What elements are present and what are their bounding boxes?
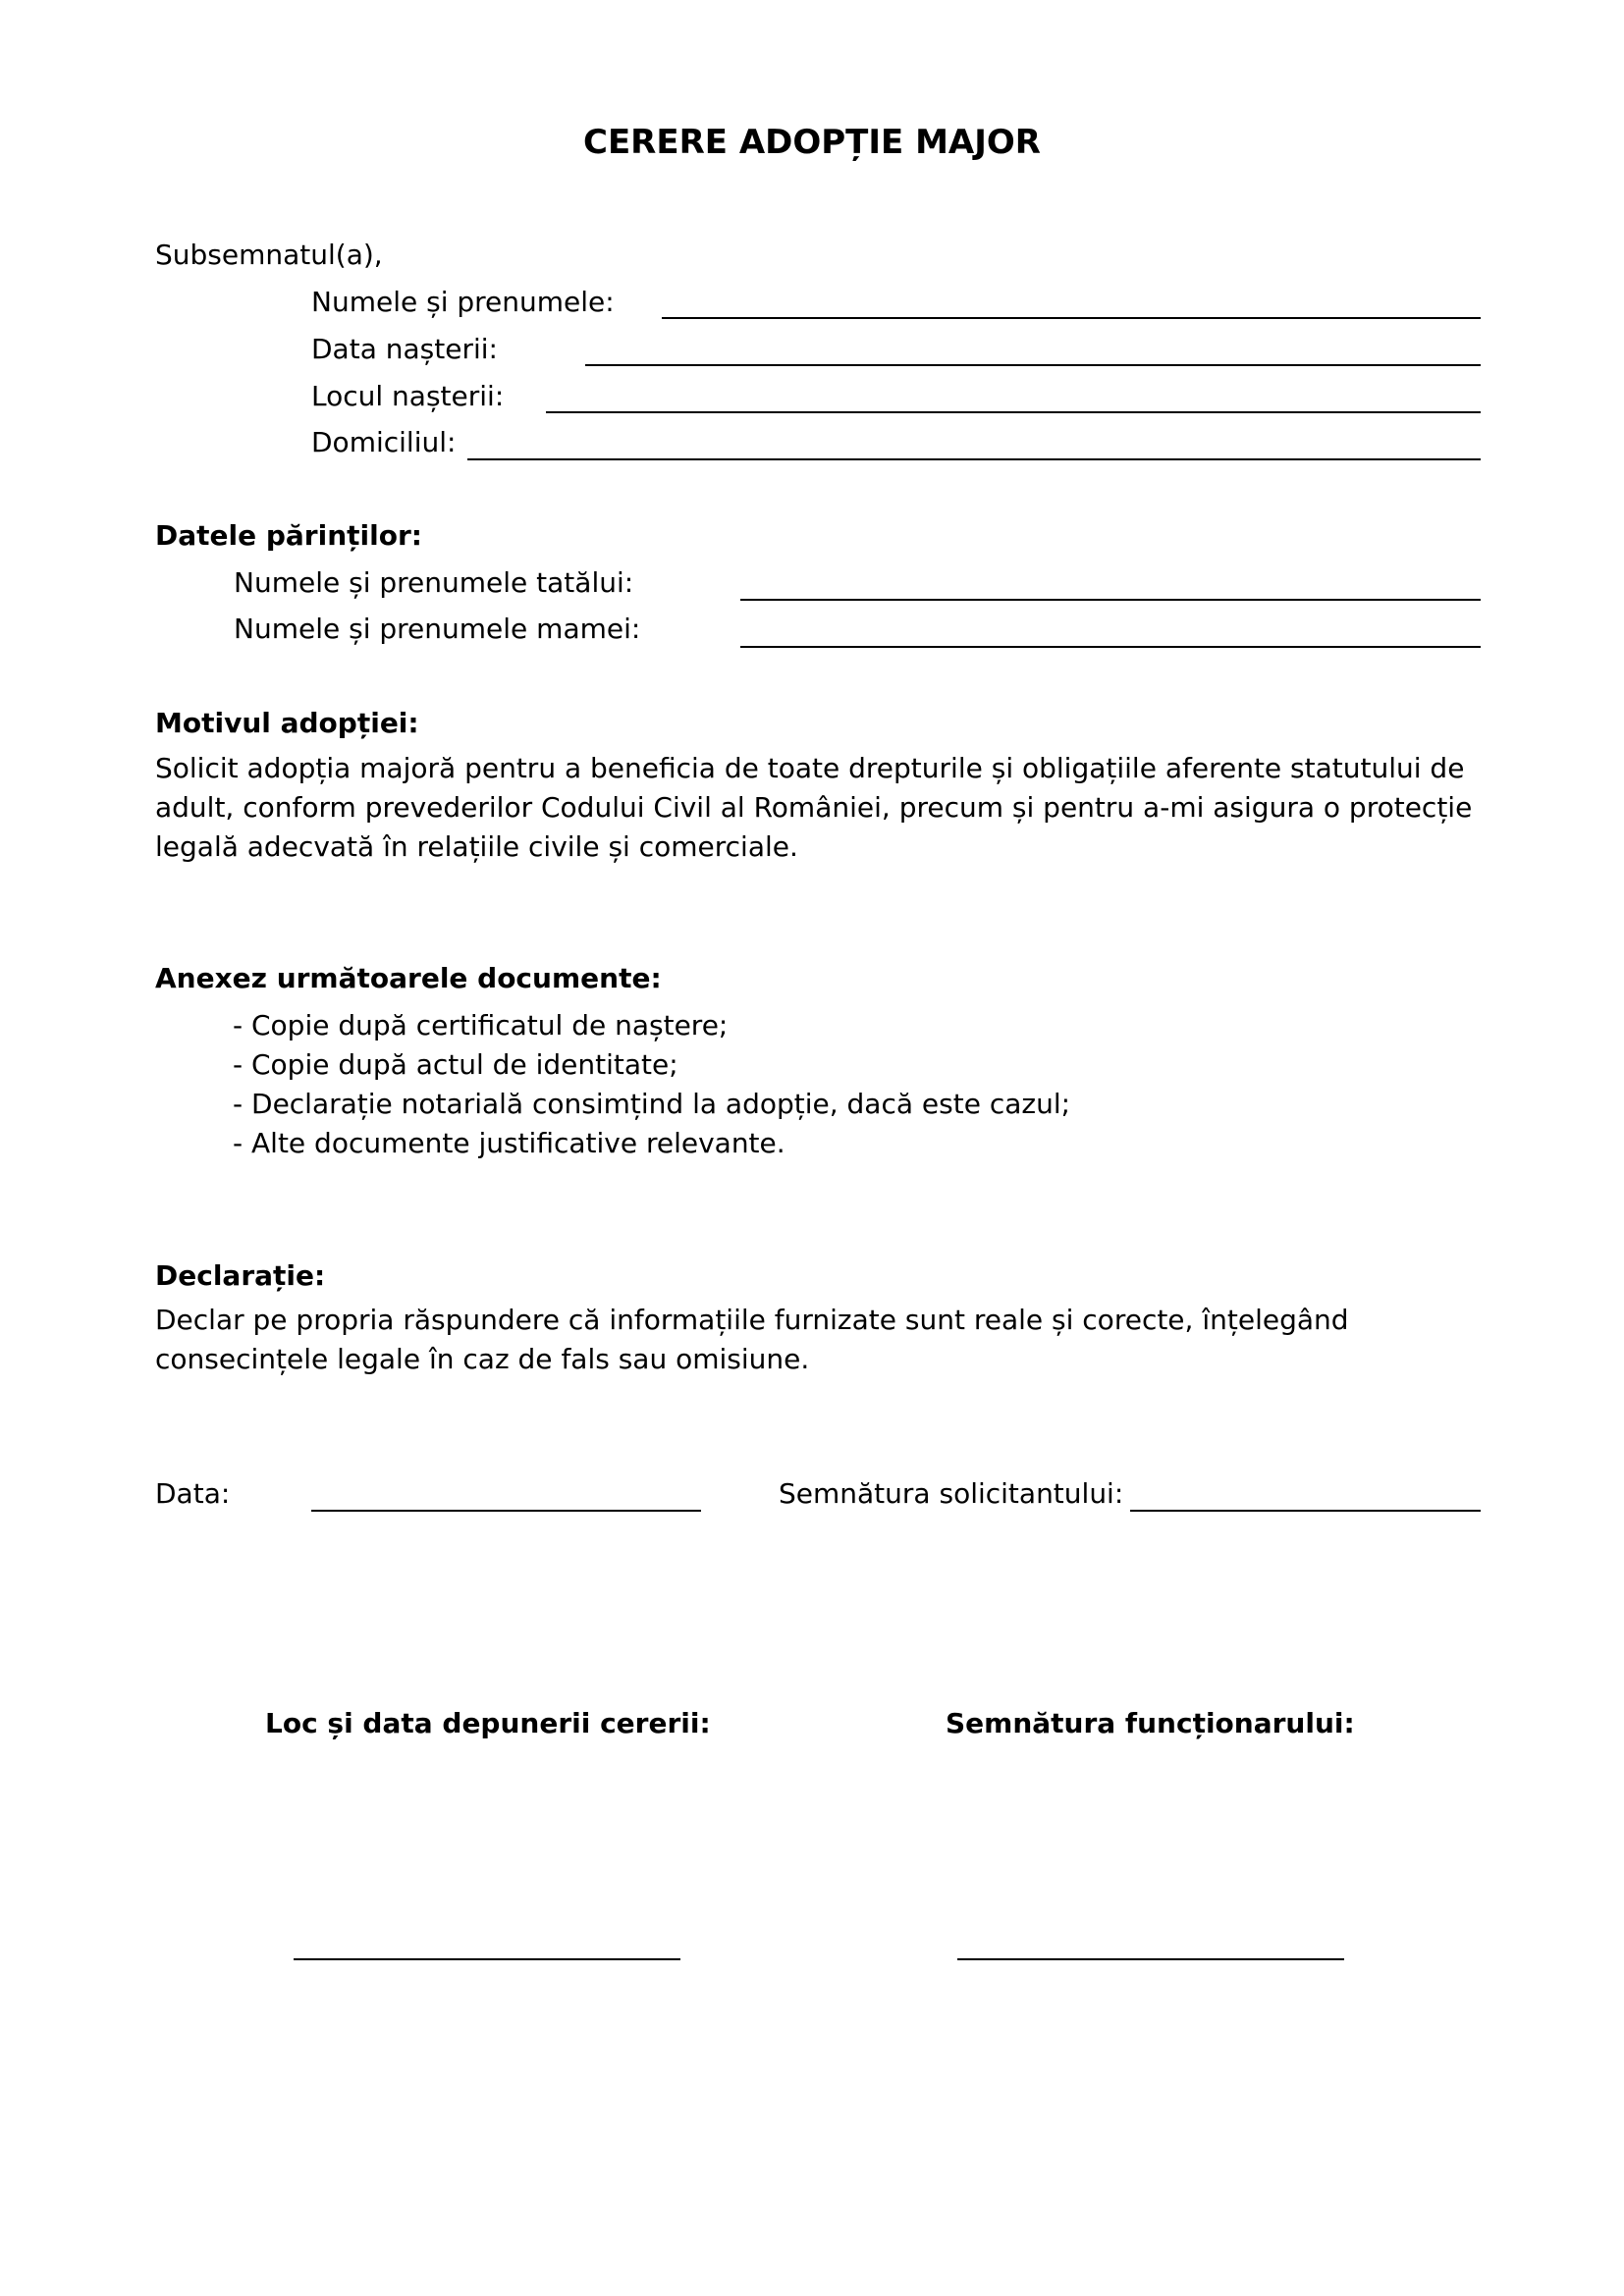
- place-date-line[interactable]: [294, 1958, 680, 1960]
- name-label: Numele și prenumele:: [311, 286, 615, 318]
- document-title: CERERE ADOPȚIE MAJOR: [583, 123, 1041, 162]
- clerk-signature-heading: Semnătura funcționarului:: [946, 1707, 1355, 1739]
- attachment-item: - Alte documente justificative relevante.: [233, 1127, 785, 1159]
- birth-date-label: Data nașterii:: [311, 333, 498, 365]
- domicile-label: Domiciliul:: [311, 426, 457, 458]
- place-date-heading: Loc și data depunerii cererii:: [265, 1707, 711, 1739]
- father-label: Numele și prenumele tatălui:: [234, 566, 634, 599]
- applicant-signature-label: Semnătura solicitantului:: [779, 1477, 1124, 1510]
- applicant-signature-line[interactable]: [1130, 1510, 1481, 1512]
- attachment-item: - Copie după actul de identitate;: [233, 1048, 678, 1081]
- clerk-signature-line[interactable]: [957, 1958, 1344, 1960]
- mother-field-line[interactable]: [740, 646, 1481, 648]
- birth-date-field-line[interactable]: [585, 364, 1481, 366]
- domicile-field-line[interactable]: [467, 458, 1481, 460]
- mother-label: Numele și prenumele mamei:: [234, 613, 641, 645]
- attachment-item: - Copie după certificatul de naștere;: [233, 1009, 729, 1041]
- intro-text: Subsemnatul(a),: [155, 239, 383, 271]
- birth-place-field-line[interactable]: [546, 411, 1481, 413]
- name-field-line[interactable]: [662, 317, 1481, 319]
- date-label: Data:: [155, 1477, 231, 1510]
- date-field-line[interactable]: [311, 1510, 701, 1512]
- birth-place-label: Locul nașterii:: [311, 380, 505, 412]
- declaration-text: Declar pe propria răspundere că informațiile furnizate sunt reale și corecte, înțelegând consecințele legale în caz de fals sau omisiune.: [155, 1304, 1349, 1375]
- attachments-list: [233, 1006, 1070, 1163]
- reason-heading: Motivul adopției:: [155, 707, 419, 739]
- reason-text: Solicit adopția majoră pentru a beneficia de toate drepturile și obligațiile aferente statutului de adult, conform prevederilor Codului Civil al României, precum și pentru a-mi asigura o protecție legală adecvată în relațiile civile și comerciale.: [155, 752, 1473, 863]
- attachments-heading: Anexez următoarele documente:: [155, 962, 662, 994]
- father-field-line[interactable]: [740, 599, 1481, 601]
- attachment-item: - Declarație notarială consimțind la adopție, dacă este cazul;: [233, 1088, 1071, 1120]
- declaration-heading: Declarație:: [155, 1259, 326, 1292]
- parents-heading: Datele părinților:: [155, 519, 422, 552]
